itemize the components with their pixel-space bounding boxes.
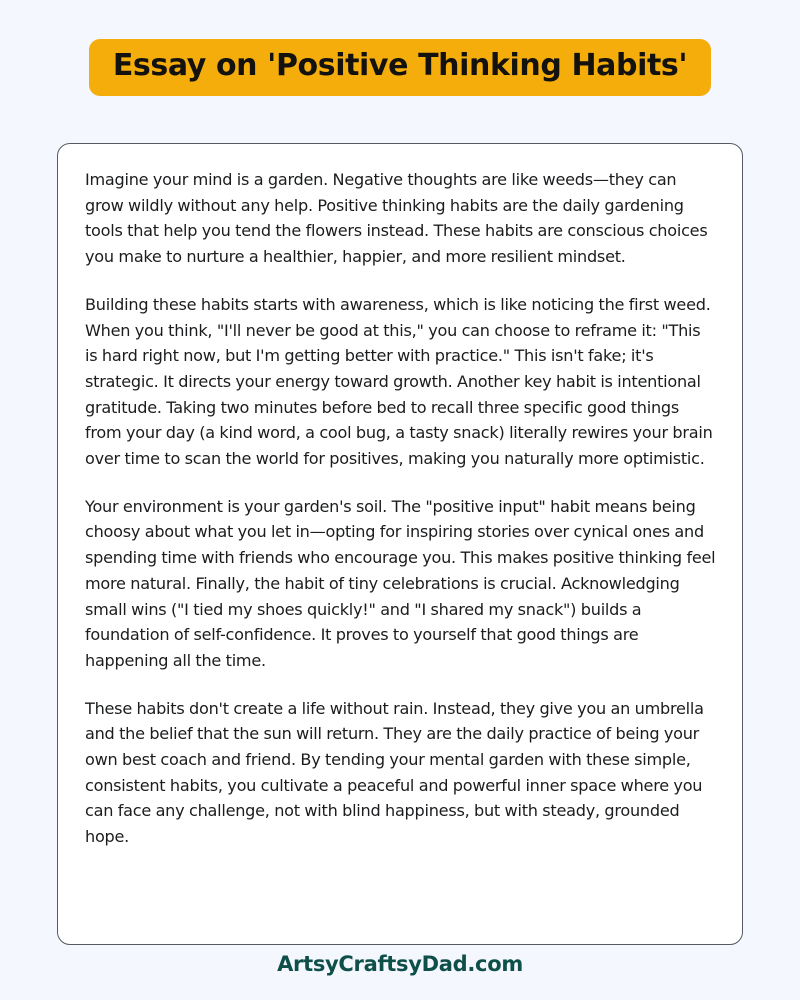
title-badge	[89, 39, 711, 96]
essay-paragraph: Building these habits starts with awareness, which is like noticing the first weed. When you think, "I'll never be good at this," you can choose to reframe it: "This is hard right now, but I'm getting better with practice." This isn't fake; it's strategic. It directs your energy toward growth. Another key habit is intentional gratitude. Taking two minutes before bed to recall three specific good things from your day (a kind word, a cool bug, a tasty snack) literally rewires your brain over time to scan the world for positives, making you naturally more optimistic.	[85, 294, 713, 469]
essay-card	[57, 143, 743, 945]
site-branding: ArtsyCraftsyDad.com	[277, 952, 523, 976]
essay-paragraph: These habits don't create a life without rain. Instead, they give you an umbrella and the belief that the sun will return. They are the daily practice of being your own best coach and friend. By tending your mental garden with these simple, consistent habits, you cultivate a peaceful and powerful inner space where you can face any challenge, not with blind happiness, but with steady, grounded hope.	[85, 698, 704, 847]
essay-paragraph: Imagine your mind is a garden. Negative thoughts are like weeds—they can grow wildly without any help. Positive thinking habits are the daily gardening tools that help you tend the flowers instead. These habits are conscious choices you make to nurture a healthier, happier, and more resilient mindset.	[85, 170, 708, 267]
footer	[0, 952, 800, 976]
essay-body	[85, 167, 716, 850]
title-header	[0, 0, 800, 135]
essay-paragraph: Your environment is your garden's soil. The "positive input" habit means being choosy about what you let in—opting for inspiring stories over cynical ones and spending time with friends who encourage you. This makes positive thinking feel more natural. Finally, the habit of tiny celebrations is crucial. Acknowledging small wins ("I tied my shoes quickly!" and "I shared my snack") builds a foundation of self-confidence. It proves to yourself that good things are happening all the time.	[85, 496, 716, 670]
page-title: Essay on 'Positive Thinking Habits'	[112, 47, 688, 83]
